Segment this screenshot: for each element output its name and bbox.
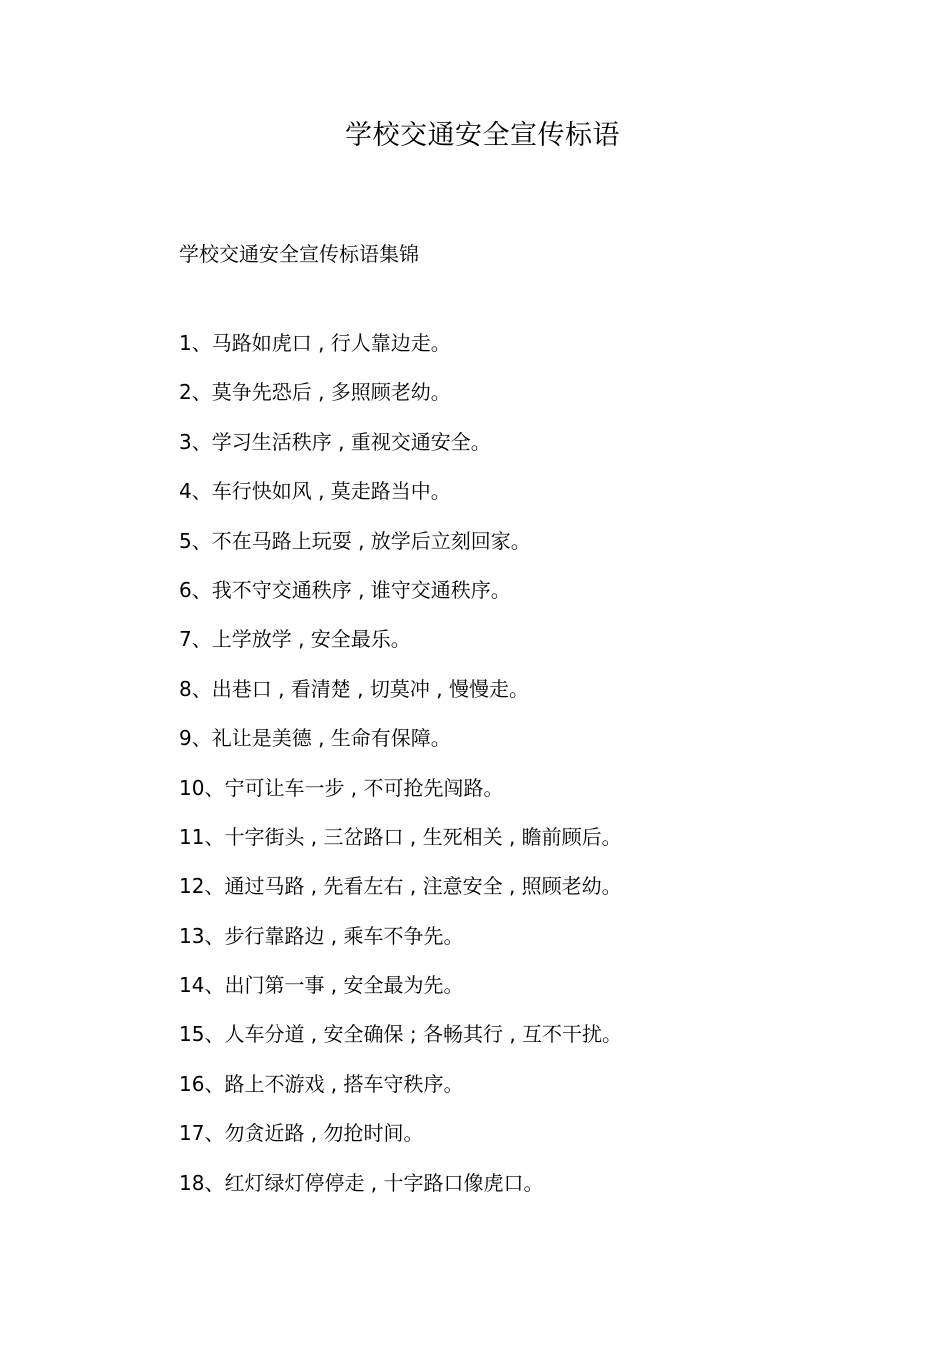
slogan-list xyxy=(179,327,622,1216)
slogan-item: 16、路上不游戏 , 搭车守秩序。 xyxy=(179,1071,464,1096)
document-subtitle: 学校交通安全宣传标语集锦 xyxy=(179,242,419,266)
slogan-item: 17、勿贪近路 , 勿抢时间。 xyxy=(179,1121,424,1146)
slogan-item: 3、学习生活秩序 , 重视交通安全。 xyxy=(179,429,491,454)
slogan-item: 18、红灯绿灯停停走 , 十字路口像虎口。 xyxy=(179,1170,544,1195)
slogan-item: 13、步行靠路边 , 乘车不争先。 xyxy=(179,923,464,948)
document-title: 学校交通安全宣传标语 xyxy=(345,120,620,151)
slogan-item: 10、宁可让车一步 , 不可抢先闯路。 xyxy=(179,775,504,800)
slogan-item: 1、马路如虎口 , 行人靠边走。 xyxy=(179,331,451,355)
slogan-item: 4、车行快如风 , 莫走路当中。 xyxy=(179,479,451,504)
slogan-item: 9、礼让是美德 , 生命有保障。 xyxy=(179,726,451,751)
slogan-item: 2、莫争先恐后 , 多照顾老幼。 xyxy=(179,380,451,405)
slogan-item: 6、我不守交通秩序 , 谁守交通秩序。 xyxy=(179,577,511,602)
slogan-item: 15、人车分道 , 安全确保 ; 各畅其行 , 互不干扰。 xyxy=(179,1022,623,1047)
slogan-item: 11、十字街头 , 三岔路口 , 生死相关 , 瞻前顾后。 xyxy=(179,824,622,849)
slogan-item: 7、上学放学 , 安全最乐。 xyxy=(179,627,411,652)
slogan-item: 14、出门第一事 , 安全最为先。 xyxy=(179,973,464,998)
slogan-item: 8、出巷口 , 看清楚 , 切莫冲 , 慢慢走。 xyxy=(179,676,529,701)
slogan-item: 5、不在马路上玩耍 , 放学后立刻回家。 xyxy=(179,528,531,553)
slogan-item: 12、通过马路 , 先看左右 , 注意安全 , 照顾老幼。 xyxy=(179,874,622,899)
